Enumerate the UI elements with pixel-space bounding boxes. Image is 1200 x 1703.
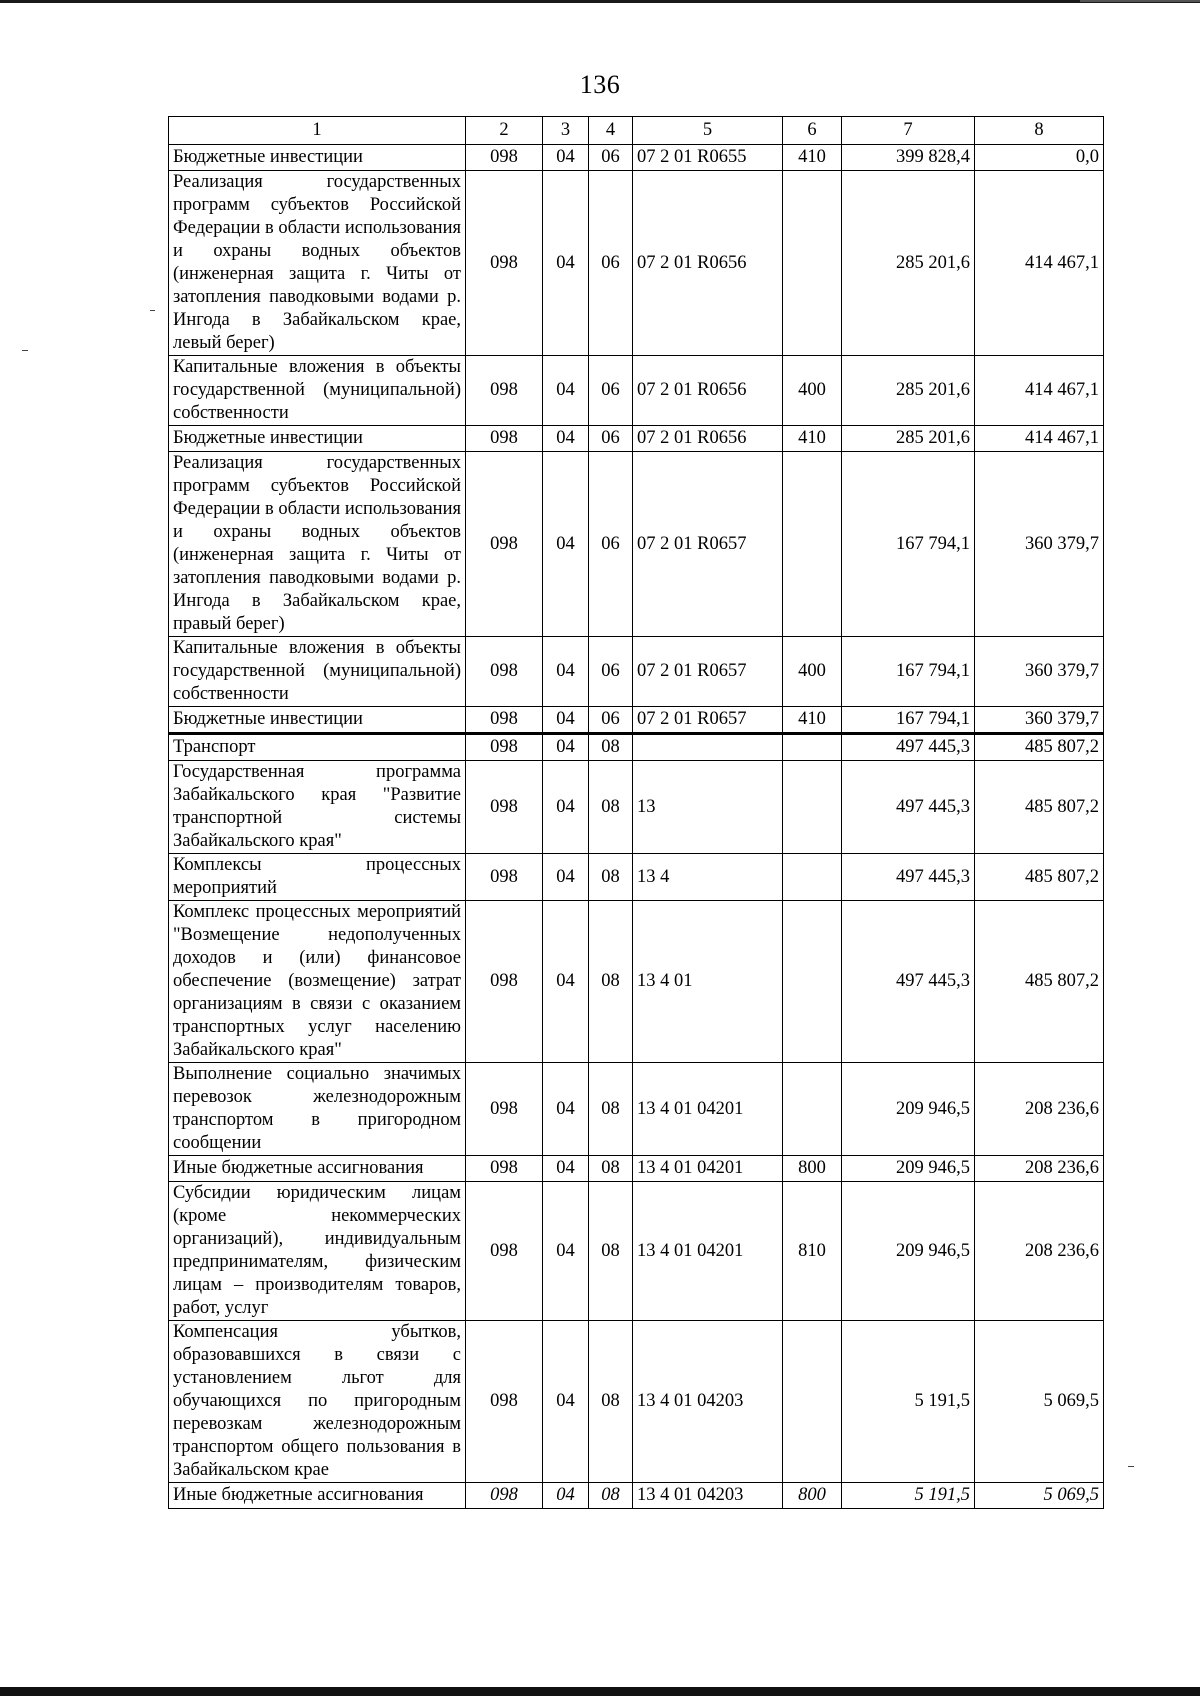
cell-subsection: 06 [589, 171, 633, 356]
cell-amount-2: 360 379,7 [975, 637, 1104, 707]
scan-top-edge [0, 0, 1200, 3]
cell-admin: 098 [466, 707, 543, 734]
cell-subsection: 06 [589, 452, 633, 637]
cell-expense-type: 400 [783, 637, 842, 707]
cell-subsection: 06 [589, 637, 633, 707]
cell-admin: 098 [466, 761, 543, 854]
cell-amount-1: 167 794,1 [842, 637, 975, 707]
header-cell: 7 [842, 117, 975, 145]
table-row [169, 452, 1104, 637]
table-row [169, 854, 1104, 901]
cell-expense-type [783, 1063, 842, 1156]
header-cell: 4 [589, 117, 633, 145]
cell-amount-2: 360 379,7 [975, 452, 1104, 637]
cell-expense-type [783, 1321, 842, 1483]
table-row [169, 734, 1104, 761]
scan-speck [1128, 1466, 1134, 1467]
row-name: Капитальные вложения в объекты государственной (муниципальной) собственности [169, 637, 466, 707]
row-name: Комплекс процессных мероприятий "Возмещение недополученных доходов и (или) финансовое обеспечение (возмещение) затрат организациям в связи с оказанием транспортных услуг населению Забайкальского края" [169, 901, 466, 1063]
cell-subsection: 08 [589, 901, 633, 1063]
cell-target: 07 2 01 R0657 [633, 452, 783, 637]
cell-subsection: 06 [589, 145, 633, 171]
row-name: Комплексы процессных мероприятий [169, 854, 466, 901]
cell-admin: 098 [466, 854, 543, 901]
table-row [169, 1321, 1104, 1483]
cell-amount-2: 485 807,2 [975, 901, 1104, 1063]
cell-amount-1: 209 946,5 [842, 1063, 975, 1156]
row-name: Бюджетные инвестиции [169, 707, 466, 734]
row-name: Иные бюджетные ассигнования [169, 1156, 466, 1182]
scan-speck [22, 350, 28, 351]
table-row [169, 145, 1104, 171]
cell-target: 07 2 01 R0657 [633, 637, 783, 707]
cell-amount-2: 208 236,6 [975, 1063, 1104, 1156]
cell-target: 13 4 01 04201 [633, 1182, 783, 1321]
cell-amount-2: 414 467,1 [975, 171, 1104, 356]
header-cell: 5 [633, 117, 783, 145]
scan-speck [150, 310, 155, 311]
cell-amount-2: 485 807,2 [975, 761, 1104, 854]
cell-section: 04 [543, 761, 589, 854]
cell-target: 13 4 01 04203 [633, 1321, 783, 1483]
table-row [169, 901, 1104, 1063]
row-name: Бюджетные инвестиции [169, 145, 466, 171]
table-row [169, 1182, 1104, 1321]
cell-expense-type: 410 [783, 707, 842, 734]
cell-amount-1: 285 201,6 [842, 426, 975, 452]
cell-admin: 098 [466, 1156, 543, 1182]
cell-amount-1: 497 445,3 [842, 854, 975, 901]
cell-section: 04 [543, 1483, 589, 1509]
cell-amount-1: 497 445,3 [842, 901, 975, 1063]
row-name: Реализация государственных программ субъектов Российской Федерации в области использования и охраны водных объектов (инженерная защита г. Читы от затопления паводковыми водами р. Ингода в Забайкальском крае, правый берег) [169, 452, 466, 637]
cell-section: 04 [543, 171, 589, 356]
cell-expense-type: 800 [783, 1483, 842, 1509]
table-row [169, 356, 1104, 426]
table-row [169, 637, 1104, 707]
cell-amount-1: 497 445,3 [842, 734, 975, 761]
cell-amount-2: 485 807,2 [975, 854, 1104, 901]
cell-target: 07 2 01 R0657 [633, 707, 783, 734]
cell-expense-type [783, 761, 842, 854]
cell-expense-type [783, 901, 842, 1063]
cell-target: 13 4 01 04203 [633, 1483, 783, 1509]
cell-target: 13 4 [633, 854, 783, 901]
cell-admin: 098 [466, 637, 543, 707]
row-name: Реализация государственных программ субъектов Российской Федерации в области использования и охраны водных объектов (инженерная защита г. Читы от затопления паводковыми водами р. Ингода в Забайкальском крае, левый берег) [169, 171, 466, 356]
cell-admin: 098 [466, 734, 543, 761]
cell-section: 04 [543, 452, 589, 637]
scan-top-edge-right [1080, 0, 1200, 2]
cell-amount-1: 5 191,5 [842, 1321, 975, 1483]
cell-subsection: 08 [589, 1483, 633, 1509]
header-cell: 1 [169, 117, 466, 145]
cell-subsection: 08 [589, 734, 633, 761]
header-cell: 2 [466, 117, 543, 145]
cell-amount-2: 208 236,6 [975, 1182, 1104, 1321]
cell-subsection: 06 [589, 356, 633, 426]
cell-admin: 098 [466, 171, 543, 356]
cell-amount-2: 5 069,5 [975, 1483, 1104, 1509]
cell-admin: 098 [466, 1483, 543, 1509]
cell-expense-type [783, 854, 842, 901]
cell-target: 07 2 01 R0656 [633, 356, 783, 426]
cell-amount-1: 285 201,6 [842, 356, 975, 426]
cell-amount-2: 414 467,1 [975, 426, 1104, 452]
cell-admin: 098 [466, 356, 543, 426]
scan-bottom-edge [0, 1687, 1200, 1696]
cell-expense-type [783, 734, 842, 761]
row-name: Компенсация убытков, образовавшихся в связи с установлением льгот для обучающихся по пригородным перевозкам железнодорожным транспортом общего пользования в Забайкальском крае [169, 1321, 466, 1483]
cell-section: 04 [543, 1321, 589, 1483]
budget-table [168, 116, 1104, 1509]
header-row [169, 117, 1104, 145]
cell-admin: 098 [466, 1063, 543, 1156]
table-row [169, 761, 1104, 854]
cell-section: 04 [543, 734, 589, 761]
cell-expense-type: 800 [783, 1156, 842, 1182]
cell-section: 04 [543, 1063, 589, 1156]
cell-target: 13 [633, 761, 783, 854]
row-name: Капитальные вложения в объекты государственной (муниципальной) собственности [169, 356, 466, 426]
cell-subsection: 06 [589, 707, 633, 734]
cell-subsection: 06 [589, 426, 633, 452]
cell-admin: 098 [466, 145, 543, 171]
cell-admin: 098 [466, 901, 543, 1063]
cell-subsection: 08 [589, 854, 633, 901]
cell-section: 04 [543, 1182, 589, 1321]
cell-subsection: 08 [589, 1156, 633, 1182]
cell-admin: 098 [466, 1182, 543, 1321]
cell-subsection: 08 [589, 761, 633, 854]
cell-amount-2: 360 379,7 [975, 707, 1104, 734]
cell-target: 13 4 01 04201 [633, 1156, 783, 1182]
cell-amount-1: 209 946,5 [842, 1182, 975, 1321]
cell-target: 13 4 01 [633, 901, 783, 1063]
cell-target: 07 2 01 R0655 [633, 145, 783, 171]
cell-amount-1: 399 828,4 [842, 145, 975, 171]
page-number: 136 [579, 70, 621, 99]
cell-amount-2: 0,0 [975, 145, 1104, 171]
cell-amount-1: 5 191,5 [842, 1483, 975, 1509]
cell-expense-type: 400 [783, 356, 842, 426]
table-row [169, 171, 1104, 356]
row-name: Субсидии юридическим лицам (кроме некоммерческих организаций), индивидуальным предпринимателям, физическим лицам – производителям товаров, работ, услуг [169, 1182, 466, 1321]
cell-expense-type [783, 171, 842, 356]
cell-expense-type: 410 [783, 426, 842, 452]
header-cell: 6 [783, 117, 842, 145]
cell-section: 04 [543, 854, 589, 901]
cell-admin: 098 [466, 452, 543, 637]
cell-target: 07 2 01 R0656 [633, 426, 783, 452]
cell-amount-1: 497 445,3 [842, 761, 975, 854]
cell-amount-2: 5 069,5 [975, 1321, 1104, 1483]
cell-section: 04 [543, 145, 589, 171]
row-name: Иные бюджетные ассигнования [169, 1483, 466, 1509]
cell-section: 04 [543, 1156, 589, 1182]
cell-section: 04 [543, 901, 589, 1063]
cell-target: 07 2 01 R0656 [633, 171, 783, 356]
cell-section: 04 [543, 426, 589, 452]
cell-amount-1: 285 201,6 [842, 171, 975, 356]
table-row [169, 707, 1104, 734]
table-row [169, 1483, 1104, 1509]
cell-admin: 098 [466, 1321, 543, 1483]
cell-amount-1: 209 946,5 [842, 1156, 975, 1182]
header-cell: 3 [543, 117, 589, 145]
cell-section: 04 [543, 356, 589, 426]
cell-subsection: 08 [589, 1321, 633, 1483]
row-name: Транспорт [169, 734, 466, 761]
cell-amount-2: 485 807,2 [975, 734, 1104, 761]
cell-amount-1: 167 794,1 [842, 707, 975, 734]
cell-target [633, 734, 783, 761]
header-cell: 8 [975, 117, 1104, 145]
table-row [169, 426, 1104, 452]
row-name: Государственная программа Забайкальского края "Развитие транспортной системы Забайкальского края" [169, 761, 466, 854]
cell-expense-type [783, 452, 842, 637]
cell-target: 13 4 01 04201 [633, 1063, 783, 1156]
cell-subsection: 08 [589, 1063, 633, 1156]
cell-section: 04 [543, 637, 589, 707]
row-name: Бюджетные инвестиции [169, 426, 466, 452]
table-row [169, 1156, 1104, 1182]
cell-section: 04 [543, 707, 589, 734]
cell-amount-1: 167 794,1 [842, 452, 975, 637]
row-name: Выполнение социально значимых перевозок железнодорожным транспортом в пригородном сообщении [169, 1063, 466, 1156]
cell-admin: 098 [466, 426, 543, 452]
cell-expense-type: 810 [783, 1182, 842, 1321]
cell-amount-2: 208 236,6 [975, 1156, 1104, 1182]
table-row [169, 1063, 1104, 1156]
cell-subsection: 08 [589, 1182, 633, 1321]
cell-expense-type: 410 [783, 145, 842, 171]
cell-amount-2: 414 467,1 [975, 356, 1104, 426]
